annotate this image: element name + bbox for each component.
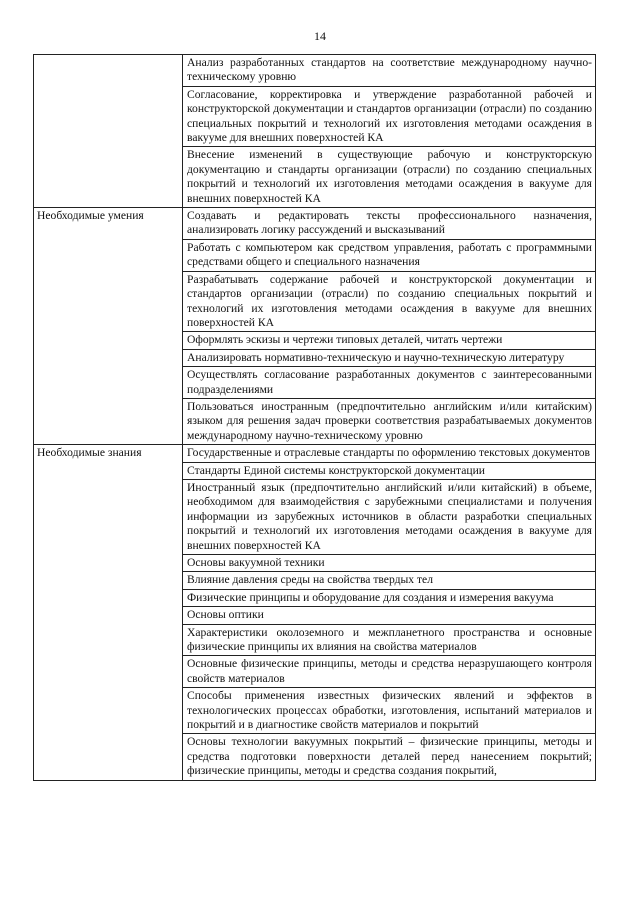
list-item: Стандарты Единой системы конструкторской документации	[183, 463, 595, 480]
list-item: Физические принципы и оборудование для создания и измерения вакуума	[183, 590, 595, 607]
list-item: Основы вакуумной техники	[183, 555, 595, 572]
list-item: Основы оптики	[183, 607, 595, 624]
list-item: Создавать и редактировать тексты профессионального назначения, анализировать логику рассуждений и высказываний	[183, 208, 595, 240]
row-label: Необходимые умения	[34, 208, 183, 445]
page-number: 14	[314, 29, 326, 43]
table-row	[34, 55, 596, 208]
row-label	[34, 55, 183, 208]
list-item: Основы технологии вакуумных покрытий – физические принципы, методы и средства подготовки поверхности деталей перед нанесением покрытий; физические принципы, методы и средства создания покрытий,	[187, 735, 592, 778]
list-item: Анализ разработанных стандартов на соответствие международному научно-техническому уровню	[183, 55, 595, 87]
list-item: Характеристики околоземного и межпланетного пространства и основные физические принципы их влияния на свойства материалов	[183, 625, 595, 657]
list-item: Анализировать нормативно-техническую и научно-техническую литературу	[183, 350, 595, 367]
table-row	[34, 445, 596, 781]
row-label: Необходимые знания	[34, 445, 183, 781]
table-row	[34, 208, 596, 445]
list-item: Пользоваться иностранным (предпочтительно английским и/или китайским) языком для решения задач проверки соответствия разрабатываемых документов международному научно-техническому уровню	[187, 399, 592, 442]
list-item: Способы применения известных физических явлений и эффектов в технологических процессах обработки, изготовления, испытаний материалов и покрытий и в диагностике свойств материалов и покрытий	[183, 688, 595, 734]
list-item: Осуществлять согласование разработанных документов с заинтересованными подразделениями	[183, 367, 595, 399]
row-items-cell	[183, 445, 596, 781]
list-item: Основные физические принципы, методы и средства неразрушающего контроля свойств материалов	[183, 656, 595, 688]
list-item: Внесение изменений в существующие рабочую и конструкторскую документацию и стандарты организации (отрасли) по созданию специальных покрытий и технологий их изготовления методами осаждения в вакууме для внешних поверхностей КА	[187, 148, 592, 205]
list-item: Работать с компьютером как средством управления, работать с программными средствами общего и специального назначения	[183, 240, 595, 272]
requirements-table-body	[34, 55, 596, 781]
list-item: Влияние давления среды на свойства твердых тел	[183, 572, 595, 589]
row-items-cell	[183, 55, 596, 208]
list-item: Иностранный язык (предпочтительно английский и/или китайский) в объеме, необходимом для взаимодействия с зарубежными специалистами и получения информации из зарубежных источников в области разработки специальных покрытий и технологий их изготовления методами осаждения в вакууме для внешних поверхностей КА	[183, 480, 595, 555]
row-items-cell	[183, 208, 596, 445]
list-item: Государственные и отраслевые стандарты по оформлению текстовых документов	[183, 445, 595, 462]
list-item: Оформлять эскизы и чертежи типовых деталей, читать чертежи	[183, 332, 595, 349]
requirements-table	[33, 54, 596, 781]
list-item: Разрабатывать содержание рабочей и конструкторской документации и стандартов организации (отрасли) по созданию специальных покрытий и технологий их изготовления методами осаждения в вакууме для внешних поверхностей КА	[183, 272, 595, 333]
list-item: Согласование, корректировка и утверждение разработанной рабочей и конструкторской документации и стандартов организации (отрасли) по созданию специальных покрытий и технологий их изготовления методами осаждения в вакууме для внешних поверхностей КА	[183, 87, 595, 148]
